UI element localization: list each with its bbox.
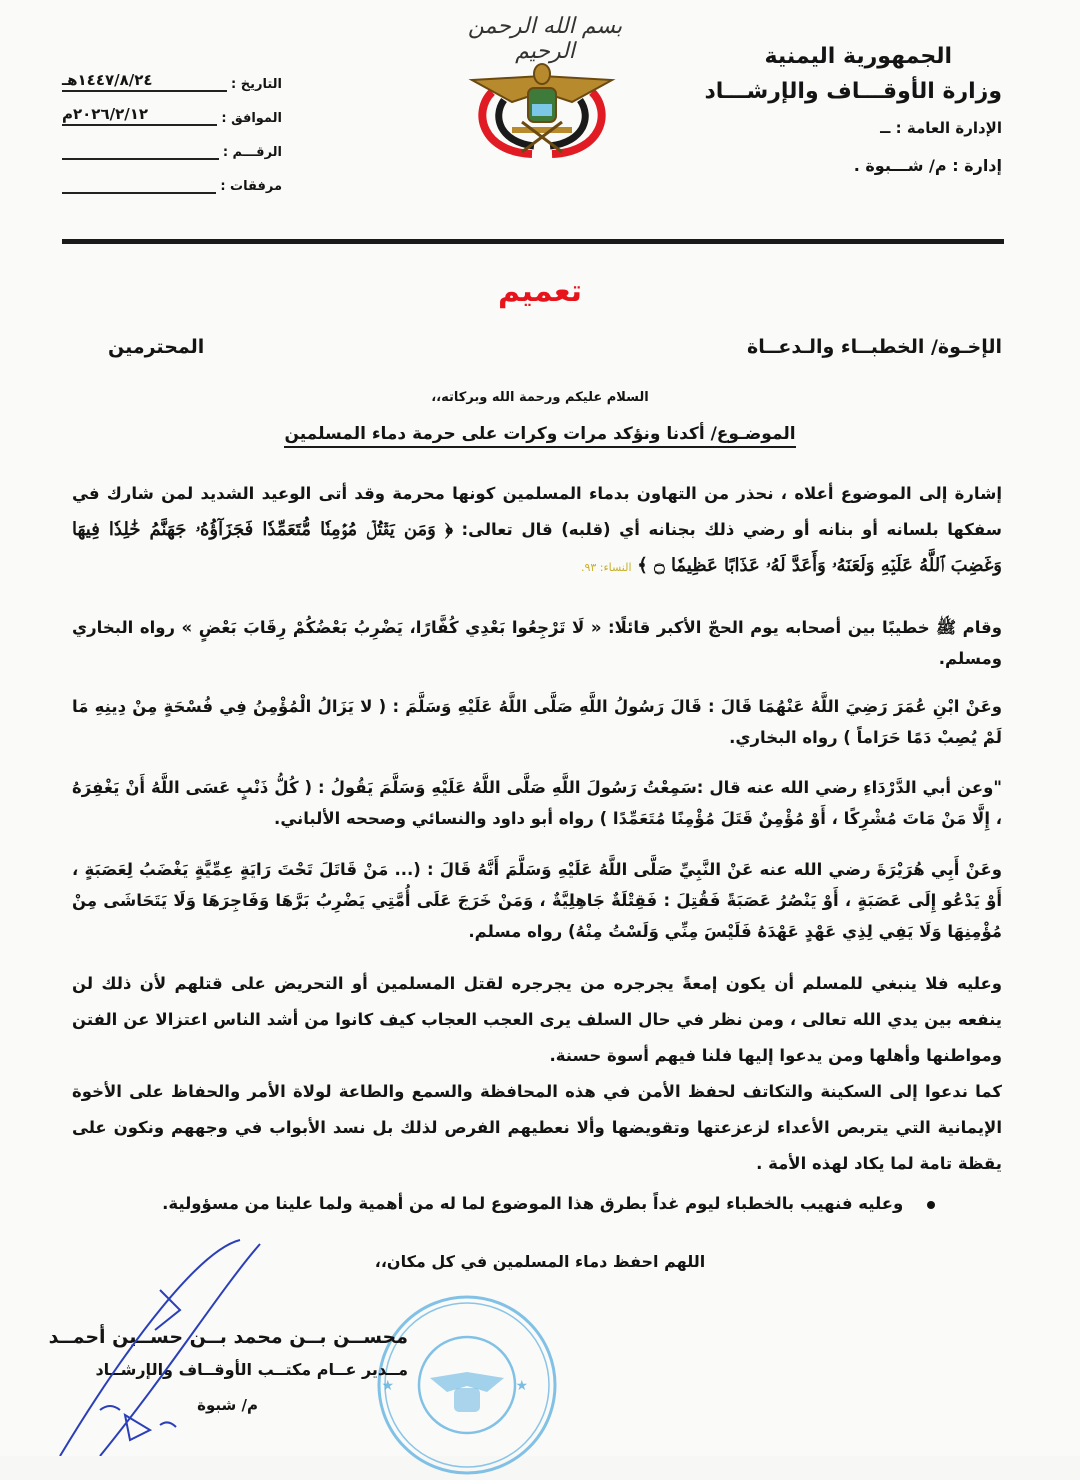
handwritten-signature-icon bbox=[30, 1230, 290, 1456]
country-name: الجمهورية اليمنية bbox=[764, 44, 952, 69]
signatory-place: م/ شبوة bbox=[197, 1396, 258, 1414]
letterhead-right bbox=[682, 40, 1002, 186]
number-value bbox=[62, 139, 219, 160]
paragraph-call: كما ندعوا إلى السكينة والتكاتف لحفظ الأمن في هذه المحافظة والسمع والطاعة لولاة الأمر والحفاظ على الأخوة الإيمانية التي يتربص الأعداء لزعزعتها وتقويضها وألا نعطيهم الفرص لذلك بل نسد الأبواب في وجههم ونكون على يقظة تامة لما يكاد لهذه الأمة . bbox=[72, 1082, 1002, 1173]
date-label: التاريخ : bbox=[231, 77, 282, 92]
number-label: الرقـــم : bbox=[222, 145, 282, 160]
date-row bbox=[62, 58, 282, 92]
number-row bbox=[62, 126, 282, 160]
corresponding-label: الموافق : bbox=[221, 111, 282, 126]
attachments-value bbox=[62, 173, 216, 194]
paragraph-intro bbox=[72, 476, 1002, 586]
paragraph-hadith-4: وعَنْ أَبِي هُرَيْرَةَ رضي الله عنه عَنْ النَّبِيِّ صَلَّى اللَّهُ عَلَيْهِ وَسَلَّمَ أَنَّهُ قَالَ : (... مَنْ قَاتَلَ تَحْتَ رَايَةٍ عِمِّيَّةٍ يَغْضَبُ لِعَصَبَةٍ ، أَوْ يَدْعُو إِلَى عَصَبَةٍ ، أَوْ يَنْصُرُ عَصَبَةً فَقُتِلَ : فَقِتْلَةٌ جَاهِلِيَّةٌ ، وَمَنْ خَرَجَ عَلَى أُمَّتِي يَضْرِبُ بَرَّهَا وَفَاجِرَهَا وَلَا يَتَحَاشَى مِنْ مُؤْمِنِهَا وَلَا يَفِي لِذِي عَهْدٍ عَهْدَهُ فَلَيْسَ مِنِّي وَلَسْتُ مِنْهُ) رواه مسلم. bbox=[72, 860, 1002, 941]
paragraph-guidance: وعليه فلا ينبغي للمسلم أن يكون إمعةً يجرجره من يجرجره لقتل المسلمين أو التحريض على قتلهم لأن ذلك لن ينفعه بين يدي الله تعالى ، ومن نظر في حال السلف يرى العجب العجاب كيف كانوا من أشد الناس اعتزالا عن الفتن ومواطنها وأهلها ومن يدعوا إليها فلنا فيهم أسوة حسنة. bbox=[72, 974, 1002, 1065]
paragraph-hadith-1: وقام ﷺ خطيبًا بين أصحابه يوم الحجّ الأكبر قائلًا: « لَا تَرْجِعُوا بَعْدِي كُفَّارًا، يَضْرِبُ بَعْضُكُمْ رِقَابَ بَعْضٍ » رواه البخاري ومسلم. bbox=[72, 618, 1002, 668]
general-administration: الإدارة العامة : ــ bbox=[880, 119, 1002, 137]
corresponding-date-row bbox=[62, 92, 282, 126]
paragraph-hadith-2: وعَنْ ابْنِ عُمَرَ رَضِيَ اللَّهُ عَنْهُمَا قَالَ : قَالَ رَسُولُ اللَّهِ صَلَّى اللَّهُ عَلَيْهِ وَسَلَّمَ : ( لا يَزَالُ الْمُؤْمِنُ فِي فُسْحَةٍ مِنْ دِينِهِ مَا لَمْ يُصِبْ دَمًا حَرَاماً ) رواه البخاري. bbox=[72, 697, 1002, 747]
document-title: تعميم bbox=[497, 274, 583, 309]
corresponding-value: ٢٠٢٦/٢/١٢م bbox=[62, 105, 217, 126]
header-divider bbox=[62, 239, 1004, 244]
attachments-label: مرفقات : bbox=[220, 179, 282, 194]
administration-office: إدارة : م/ شـــبوة . bbox=[853, 156, 1002, 175]
bullet-icon bbox=[927, 1201, 935, 1209]
signatory-name: محســن بــن محمد بــن حســين أحمــد bbox=[48, 1326, 408, 1348]
paragraph-hadith-3: "وعن أبي الدَّرْدَاءِ رضي الله عنه قال :سَمِعْتُ رَسُولَ اللَّهِ صَلَّى اللَّهُ عَلَيْهِ وَسَلَّمَ يَقُولُ : ( كُلُّ ذَنْبٍ عَسَى اللَّهُ أَنْ يَغْفِرَهُ ، إِلَّا مَنْ مَاتَ مُشْرِكًا ، أَوْ مُؤْمِنٌ قَتَلَ مُؤْمِنًا مُتَعَمِّدًا ) رواه أبو داود والنسائي وصححه الألباني. bbox=[72, 778, 1002, 828]
subject-line bbox=[0, 424, 1080, 444]
closing-prayer: اللهم احفظ دماء المسلمين في كل مكان،، bbox=[374, 1252, 706, 1271]
subject-text: الموضـوع/ أكدنا ونؤكد مرات وكرات على حرمة دماء المسلمين bbox=[284, 424, 795, 448]
respected-label: المحترمين bbox=[108, 336, 205, 358]
bullet-item bbox=[162, 1194, 935, 1213]
ministry-name: وزارة الأوقـــاف والإرشـــاد bbox=[704, 79, 1002, 104]
basmala: بسم الله الرحمن الرحيم bbox=[467, 14, 623, 64]
signatory-title: مــدير عــام مكتــب الأوقــاف والإرشــاد bbox=[95, 1360, 408, 1379]
yemen-eagle-emblem-icon bbox=[452, 12, 632, 162]
greeting: السلام عليكم ورحمة الله وبركاته،، bbox=[431, 390, 649, 405]
quran-verse: ﴿ وَمَن يَقۡتُلۡ مُؤۡمِنٗا مُّتَعَمِّدٗا فَجَزَآؤُهُۥ جَهَنَّمُ خَٰلِدٗا فِيهَا وَغَضِبَ ٱللَّهُ عَلَيۡهِ وَلَعَنَهُۥ وَأَعَدَّ لَهُۥ عَذَابًا عَظِيمٗا ۝ ﴾ bbox=[72, 519, 1002, 576]
reference-block bbox=[62, 58, 282, 194]
verse-reference: النساء: ٩٣. bbox=[580, 561, 632, 574]
intro-text: إشارة إلى الموضوع أعلاه ، نحذر من التهاون بدماء المسلمين كونها محرمة وقد أتى الوعيد الشديد لمن شارك في سفكها بلسانه أو بنانه أو رضي ذلك بجنانه أي (قلبه) قال تعالى: bbox=[72, 484, 1003, 539]
date-value: ١٤٤٧/٨/٢٤هـ bbox=[62, 71, 227, 92]
bullet-text: وعليه فنهيب بالخطباء ليوم غداً بطرق هذا الموضوع لما له من أهمية ولما علينا من مسؤولية. bbox=[162, 1194, 904, 1213]
attachments-row bbox=[62, 160, 282, 194]
addressee: الإخـوة/ الخطبــاء والـدعــاة bbox=[747, 336, 1002, 358]
svg-text:★: ★ bbox=[515, 1378, 528, 1394]
svg-text:★: ★ bbox=[381, 1378, 394, 1394]
